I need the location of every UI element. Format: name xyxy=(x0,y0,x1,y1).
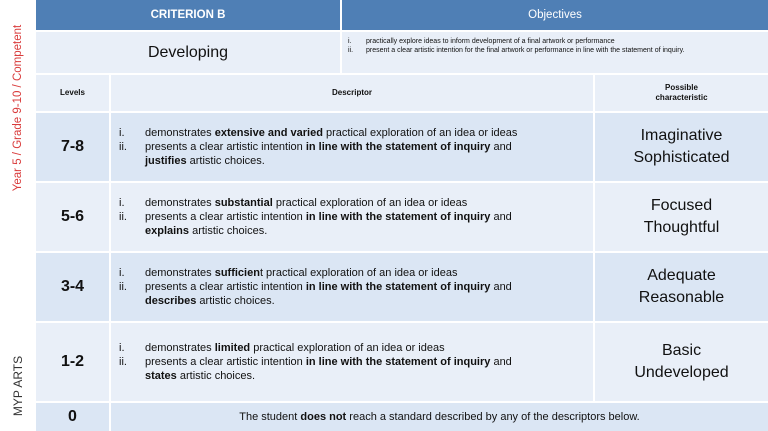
objectives-list xyxy=(342,32,768,73)
descriptor-cell: i. demonstrates substantial practical exploration of an idea or ideas ii. presents a clear artistic intention in line with the statement of inquiry and explains artistic choices. xyxy=(111,183,593,251)
descriptor-cell: i. demonstrates limited practical exploration of an idea or ideas ii. presents a clear artistic intention in line with the statement of inquiry and states artistic choices. xyxy=(111,323,593,401)
subject-label xyxy=(0,340,36,431)
criterion-header xyxy=(36,0,340,30)
level-cell-zero: 0 xyxy=(36,403,109,431)
levels-column-header: Levels xyxy=(36,75,109,111)
characteristic-cell: Basic Undeveloped xyxy=(595,323,768,401)
subject-text: MYP ARTS xyxy=(11,355,25,416)
level-cell: 7-8 xyxy=(36,113,109,181)
level-cell: 3-4 xyxy=(36,253,109,321)
strand-cell xyxy=(36,32,340,73)
descriptor-cell: i. demonstrates sufficient practical exploration of an idea or ideas ii. presents a clear artistic intention in line with the statement of inquiry and describes artistic choices. xyxy=(111,253,593,321)
grade-level-text: Year 5 / Grade 9-10 / Competent xyxy=(12,24,24,191)
characteristic-cell: Focused Thoughtful xyxy=(595,183,768,251)
grade-level-label xyxy=(0,0,36,215)
criterion-title: CRITERION B xyxy=(150,9,226,21)
objectives-header xyxy=(342,0,768,30)
level-cell: 5-6 xyxy=(36,183,109,251)
level-cell: 1-2 xyxy=(36,323,109,401)
characteristic-cell: Imaginative Sophisticated xyxy=(595,113,768,181)
rubric-table xyxy=(36,0,768,431)
objectives-title: Objectives xyxy=(528,9,582,21)
descriptor-cell: i. demonstrates extensive and varied practical exploration of an idea or ideas ii. presents a clear artistic intention in line with the statement of inquiry and justifies artistic choices. xyxy=(111,113,593,181)
characteristic-column-header: Possible characteristic xyxy=(595,75,768,111)
objective-item: i. practically explore ideas to inform development of a final artwork or performance xyxy=(348,38,615,45)
descriptor-column-header: Descriptor xyxy=(111,75,593,111)
zero-descriptor-cell: The student does not reach a standard described by any of the descriptors below. xyxy=(111,403,768,431)
objective-item: ii. present a clear artistic intention for the final artwork or performance in line with the statement of inquiry. xyxy=(348,46,685,54)
characteristic-cell: Adequate Reasonable xyxy=(595,253,768,321)
strand-name: Developing xyxy=(147,43,229,61)
